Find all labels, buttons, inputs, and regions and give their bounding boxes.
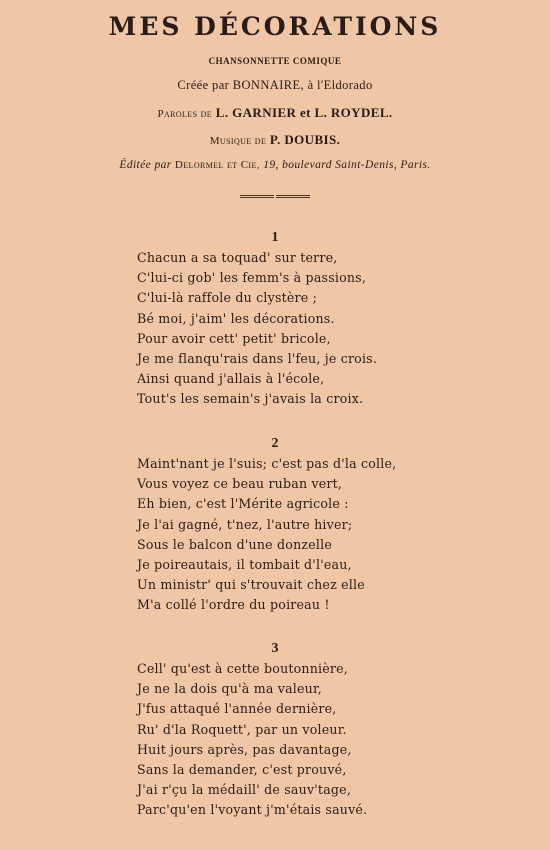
verse-line: Je me flanqu'rais dans l'feu, je crois. [137,350,378,366]
verse-line: Je l'ai gagné, t'nez, l'autre hiver; [137,516,353,532]
music-credit-prefix: Musique de [209,135,267,147]
publisher-prefix: Éditée par [119,159,172,171]
stanza-number: 3 [271,641,279,656]
verse-line: Ainsi quand j'allais à l'école, [137,371,325,387]
verse-line: C'lui-là raffole du clystère ; [137,290,318,306]
stanza-number: 1 [271,230,279,245]
song-title: MES DÉCORATIONS [108,12,442,41]
ornamental-rule [240,195,310,198]
verse-line: M'a collé l'ordre du poireau ! [137,597,330,613]
verse-line: Tout's les semain's j'avais la croix. [137,391,364,407]
verse-line: Un ministr' qui s'trouvait chez elle [137,577,365,593]
publisher-credit [0,159,550,171]
verse-line: Je poireautais, il tombait d'l'eau, [137,556,352,572]
verse-line: C'lui-ci gob' les femm's à passions, [137,270,367,286]
stanza-2 [137,454,467,616]
verse-line: J'ai r'çu la médaill' de sauv'tage, [137,782,352,798]
verse-line: J'fus attaqué l'année dernière, [137,701,337,717]
verse-line: Chacun a sa toquad' sur terre, [137,250,338,265]
verse-line: Huit jours après, pas davantage, [137,741,352,757]
lyrics-credit-prefix: Paroles de [157,108,213,120]
lyrics-credit [0,105,550,121]
verse-line: Bé moi, j'aim' les décorations. [137,310,335,326]
music-credit [0,132,550,148]
verse-line: Cell' qu'est à cette boutonnière, [137,661,348,676]
stanza-1 [137,248,467,410]
publisher-address: 19, boulevard Saint-Denis, Paris. [263,159,431,171]
verse-line: Je ne la dois qu'à ma valeur, [137,681,323,697]
stanza-number: 2 [271,436,279,451]
verse-line: Sans la demander, c'est prouvé, [137,761,347,777]
publisher-name: Delormel et Cie, [174,159,260,171]
song-subtitle: CHANSONNETTE COMIQUE [208,56,342,66]
verse-line: Eh bien, c'est l'Mérite agricole : [137,496,349,512]
music-author: P. DOUBIS. [269,132,341,147]
verse-line: Parc'qu'en l'voyant j'm'étais sauvé. [137,802,368,818]
verse-line: Maint'nant je l'suis; c'est pas d'la colle, [137,456,397,471]
lyrics-authors: L. GARNIER et L. ROYDEL. [215,105,393,120]
verse-line: Vous voyez ce beau ruban vert, [137,476,343,492]
stanza-3 [137,659,467,821]
creation-credit: Créée par BONNAIRE, à l'Eldorado [177,78,373,92]
verse-line: Sous le balcon d'une donzelle [137,536,332,552]
verse-line: Pour avoir cett' petit' bricole, [137,330,331,346]
verse-line: Ru' d'la Roquett', par un voleur. [137,721,347,737]
